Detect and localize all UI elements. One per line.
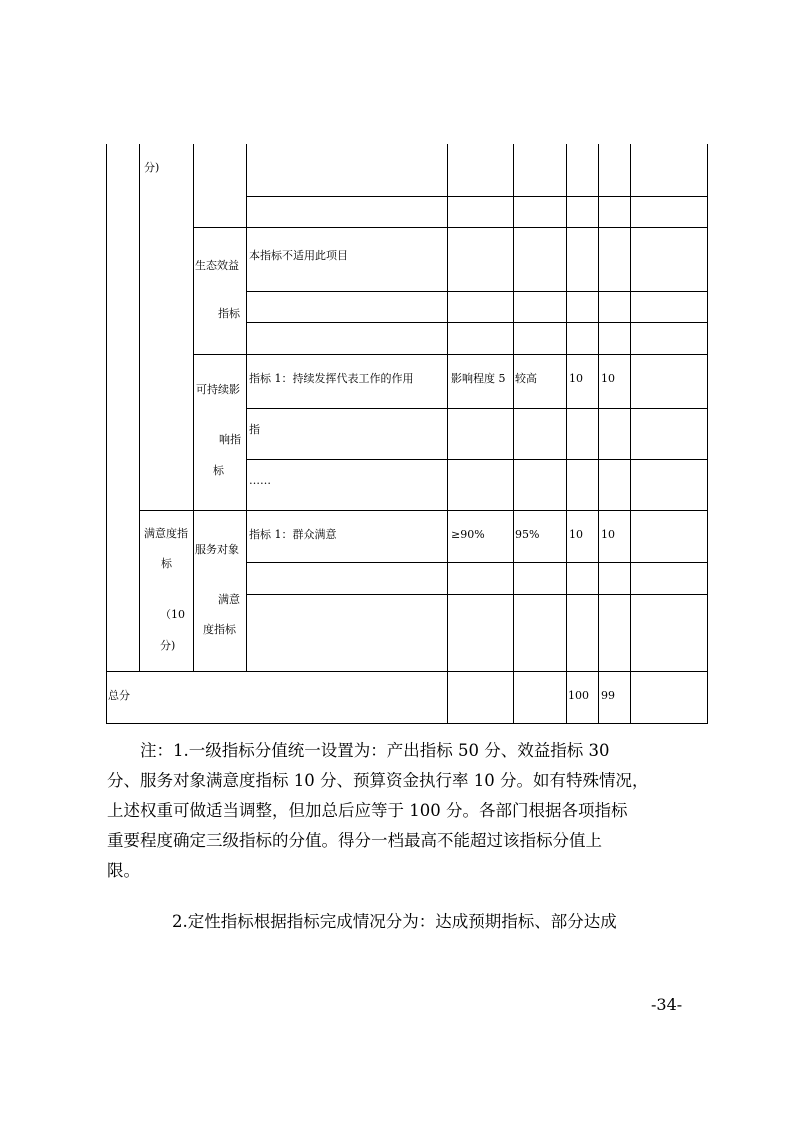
table-border-bottom: [106, 723, 708, 724]
sus-actual: 较高: [515, 372, 537, 385]
row-divider: [246, 322, 708, 323]
col-divider: [193, 144, 194, 672]
sat-target: ≥90%: [451, 528, 485, 541]
sus-weight: 10: [569, 372, 583, 385]
sat-indicator: 指标 1：群众满意: [249, 528, 337, 541]
sus-indicator: 指标 1：持续发挥代表工作的作用: [249, 372, 414, 385]
col-divider: [566, 144, 567, 724]
eco-indicator-text: 本指标不适用此项目: [249, 249, 348, 262]
row-divider: [246, 408, 708, 409]
sus-score: 10: [601, 372, 615, 385]
note-line: 重要程度确定三级指标的分值。得分一档最高不能超过该指标分值上: [107, 831, 602, 850]
sat-l1-label-2: 标: [161, 557, 172, 570]
sus-row3-text: ……: [249, 474, 271, 487]
sat-score: 10: [601, 528, 615, 541]
row-divider: [193, 354, 708, 355]
sat-l2-label-2: 满意: [218, 593, 240, 606]
col-divider: [139, 144, 140, 672]
col-divider: [513, 144, 514, 724]
eco-label-2: 指标: [218, 307, 240, 320]
sat-l2-label-1: 服务对象: [195, 543, 239, 556]
table-border-left: [106, 144, 107, 724]
sat-l1-label-1: 满意度指: [144, 527, 188, 540]
total-label: 总分: [108, 689, 130, 702]
total-weight: 100: [568, 689, 589, 702]
sat-l2-label-3: 度指标: [203, 623, 236, 636]
col-divider: [630, 144, 631, 724]
row-divider: [246, 594, 708, 595]
row-divider: [246, 196, 708, 197]
sus-label-3: 标: [213, 464, 224, 477]
sus-label-1: 可持续影: [196, 383, 240, 396]
note-line: 分、服务对象满意度指标 10 分、预算资金执行率 10 分。如有特殊情况，: [107, 771, 649, 790]
row-divider: [246, 562, 708, 563]
table-border-right: [707, 144, 708, 724]
sat-actual: 95%: [515, 528, 540, 541]
col-divider: [598, 144, 599, 724]
row-divider: [193, 227, 708, 228]
row-divider: [106, 671, 708, 672]
row-divider: [139, 510, 708, 511]
sus-row2-text: 指: [249, 423, 260, 436]
row-divider: [246, 459, 708, 460]
sus-label-2: 响指: [219, 433, 241, 446]
note-paragraph-2: 2.定性指标根据指标完成情况分为：达成预期指标、部分达成: [172, 912, 617, 931]
page-number: -34-: [651, 995, 683, 1014]
sat-weight: 10: [569, 528, 583, 541]
col-divider: [447, 144, 448, 724]
total-score: 99: [601, 689, 615, 702]
sat-l1-label-3: （10: [160, 608, 185, 621]
sus-target: 影响程度 5: [451, 372, 506, 385]
note-line: 注：1.一级指标分值统一设置为：产出指标 50 分、效益指标 30: [140, 741, 610, 760]
note-line: 上述权重可做适当调整，但加总后应等于 100 分。各部门根据各项指标: [107, 801, 628, 820]
note-line: 限。: [107, 861, 140, 880]
eco-label-1: 生态效益: [195, 259, 239, 272]
row-divider: [246, 291, 708, 292]
cont-label: 分): [144, 161, 160, 174]
sat-l1-label-4: 分): [160, 639, 176, 652]
